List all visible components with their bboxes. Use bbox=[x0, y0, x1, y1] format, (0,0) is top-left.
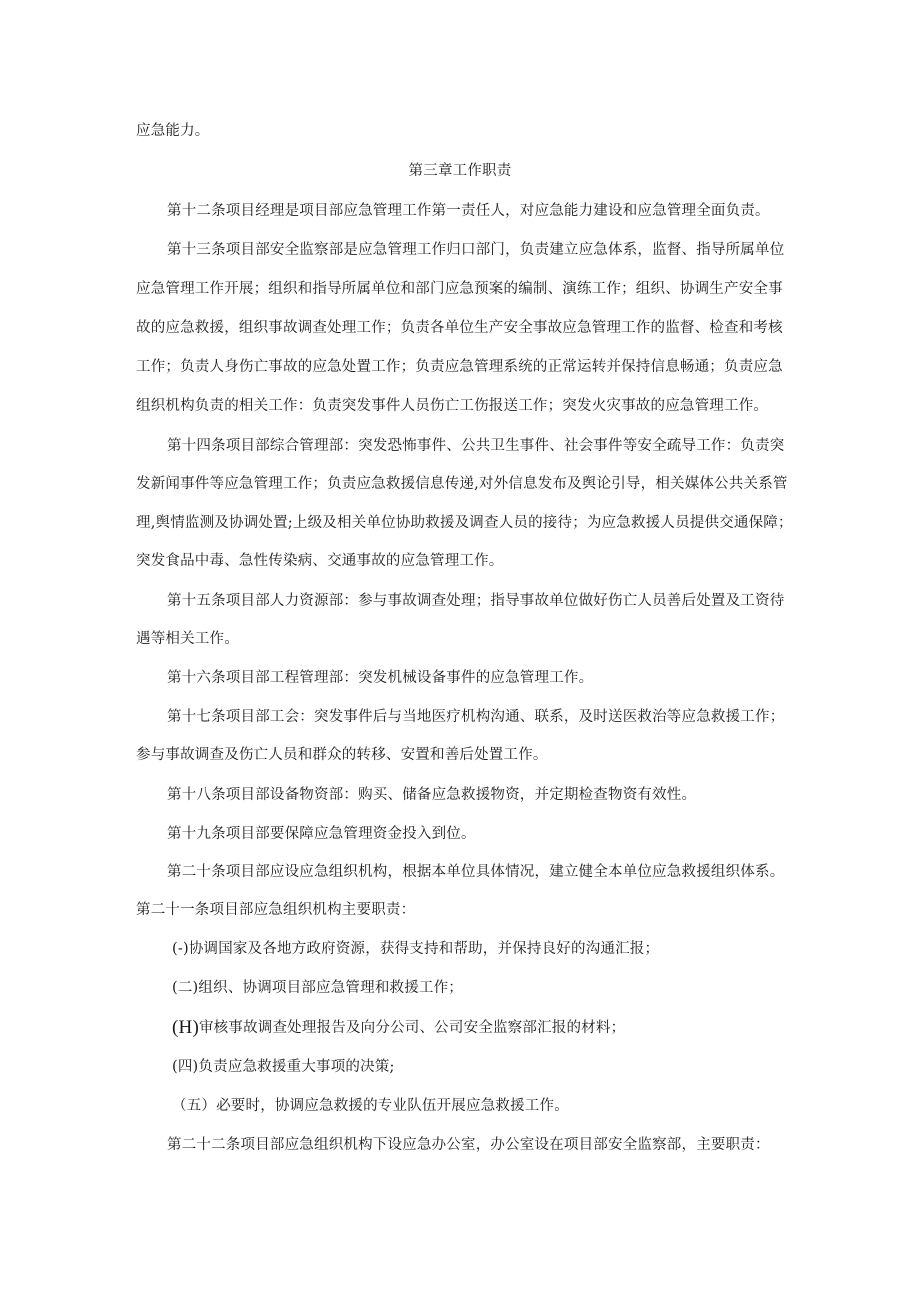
article-12: 第十二条项目经理是项目部应急管理工作第一责任人，对应急能力建设和应急管理全面负责。 bbox=[167, 203, 770, 219]
article-19: 第十九条项目部要保障应急管理资金投入到位。 bbox=[167, 826, 476, 842]
article-21-item-2: (二)组织、协调项目部应急管理和救援工作； bbox=[172, 980, 464, 996]
article-22: 第二十二条项目部应急组织机构下设应急办公室，办公室设在项目部安全监察部，主要职责： bbox=[167, 1137, 770, 1153]
article-20: 第二十条项目部应设应急组织机构，根据本单位具体情况，建立健全本单位应急救援组织体系。 bbox=[167, 864, 785, 880]
article-21-item-1: (-)协调国家及各地方政府资源，获得支持和帮助，并保持良好的沟通汇报； bbox=[172, 941, 660, 957]
article-15-line-2: 遇等相关工作。 bbox=[136, 631, 239, 647]
article-21-item-4: (四)负责应急救援重大事项的决策; bbox=[172, 1059, 395, 1075]
article-13-line-3: 故的应急救援，组织事故调查处理工作；负责各单位生产安全事故应急管理工作的监督、检查和考核 bbox=[136, 320, 783, 336]
article-18: 第十八条项目部设备物资部：购买、储备应急救援物资，并定期检查物资有效性。 bbox=[167, 787, 697, 803]
article-17-line-1: 第十七条项目部工会：突发事件后与当地医疗机构沟通、联系，及时送医救治等应急救援工作； bbox=[167, 709, 785, 725]
article-14-line-2: 发新闻事件等应急管理工作；负责应急救援信息传递,对外信息发布及舆论引导，相关媒体公共关系管 bbox=[136, 476, 788, 492]
article-13-line-1: 第十三条项目部安全监察部是应急管理工作归口部门，负责建立应急体系，监督、指导所属单位 bbox=[167, 242, 785, 258]
article-13-line-2: 应急管理工作开展；组织和指导所属单位和部门应急预案的编制、演练工作；组织、协调生产安全事 bbox=[136, 281, 783, 297]
article-14-line-1: 第十四条项目部综合管理部：突发恐怖事件、公共卫生事件、社会事件等安全疏导工作：负责突 bbox=[167, 438, 785, 454]
article-21: 第二十一条项目部应急组织机构主要职责： bbox=[136, 902, 416, 918]
article-13-line-4: 工作；负责人身伤亡事故的应急处置工作；负责应急管理系统的正常运转并保持信息畅通；负责应急 bbox=[136, 359, 783, 375]
article-14-line-3: 理,舆情监测及协调处置;上级及相关单位协助救援及调查人员的接待；为应急救援人员提供交通保障； bbox=[136, 515, 793, 531]
article-17-line-2: 参与事故调查及伤亡人员和群众的转移、安置和善后处置工作。 bbox=[136, 747, 548, 763]
item-3-text: 审核事故调查处理报告及向分公司、公司安全监察部汇报的材料； bbox=[198, 1020, 626, 1036]
article-13-line-5: 组织机构负责的相关工作：负责突发事件人员伤亡工伤报送工作；突发火灾事故的应急管理工作。 bbox=[136, 398, 769, 414]
item-3-marker: (H) bbox=[172, 1017, 199, 1038]
article-14-line-4: 突发食品中毒、急性传染病、交通事故的应急管理工作。 bbox=[136, 553, 504, 569]
chapter-heading: 第三章工作职责 bbox=[408, 163, 512, 179]
article-21-item-3 bbox=[172, 1018, 792, 1038]
article-16: 第十六条项目部工程管理部：突发机械设备事件的应急管理工作。 bbox=[167, 670, 594, 686]
article-21-item-5: （五）必要时，协调应急救援的专业队伍开展应急救援工作。 bbox=[172, 1098, 569, 1114]
paragraph-continuation: 应急能力。 bbox=[136, 123, 210, 139]
article-15-line-1: 第十五条项目部人力资源部：参与事故调查处理；指导事故单位做好伤亡人员善后处置及工资待 bbox=[167, 593, 785, 609]
